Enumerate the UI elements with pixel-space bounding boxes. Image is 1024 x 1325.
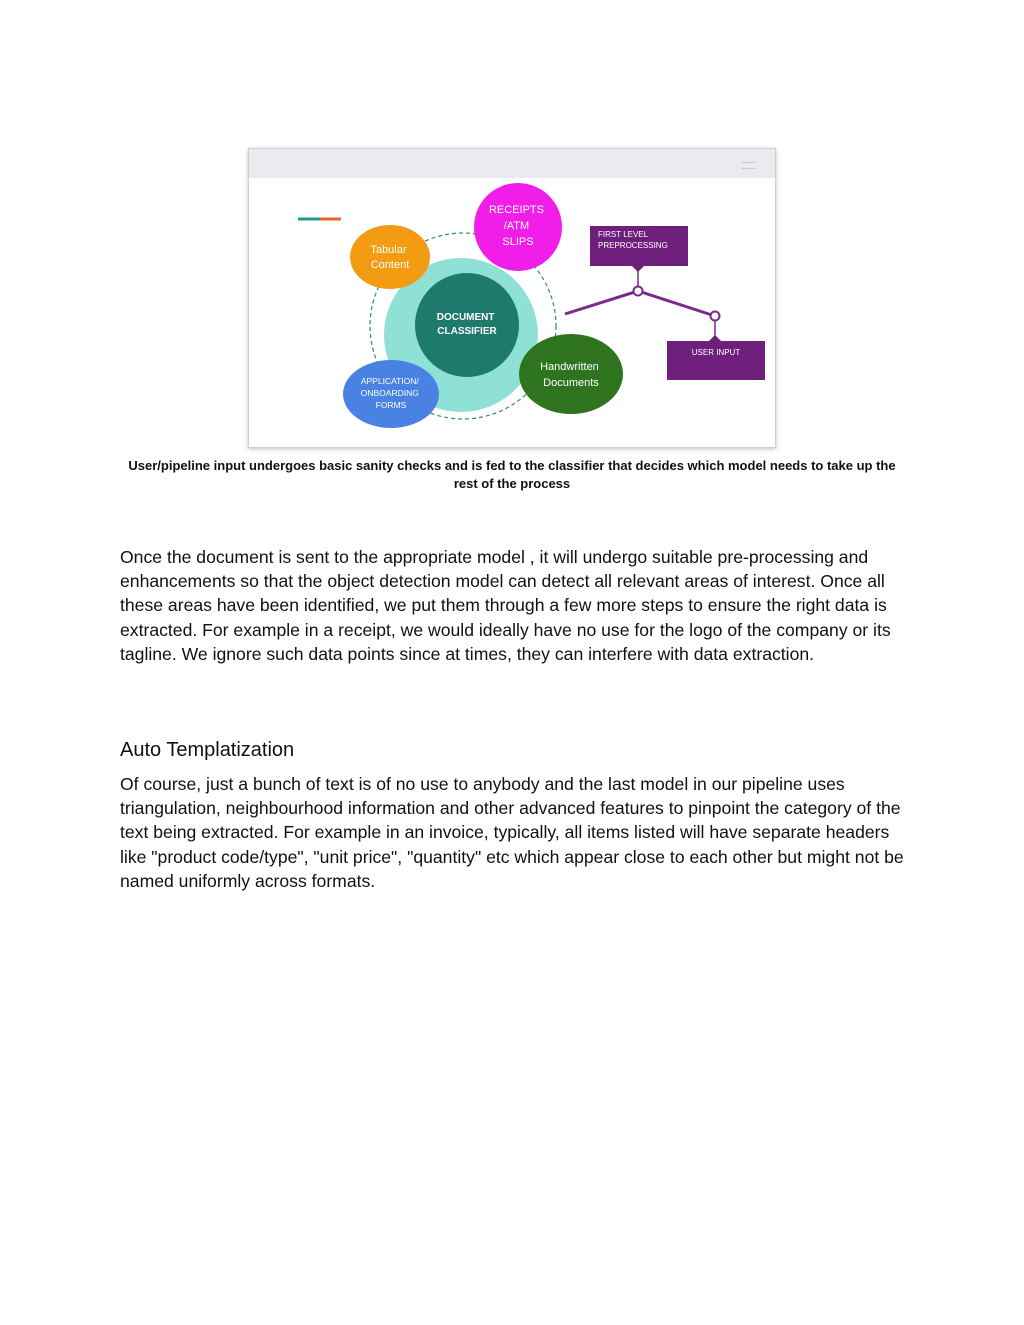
paragraph-1: Once the document is sent to the appropriate model , it will undergo suitable pre-processing and enhancements so that the object detection model can detect all relevant areas of interest. Once all these areas have been identified, we put them through a few more steps to ensure the right data is extracted. For example in a receipt, we would ideally have no use for the logo of the company or its tagline. We ignore such data points since at times, they can interfere with data extraction. (120, 547, 891, 664)
first-level-label-2: PREPROCESSING (598, 241, 668, 250)
connector-node-top (634, 287, 643, 296)
tabular-label-2: Content (370, 259, 410, 271)
handwritten-label-1: Handwritten (540, 361, 599, 373)
figure-caption: User/pipeline input undergoes basic sanity checks and is fed to the classifier that decides which model needs to take up the rest of the process (128, 458, 896, 491)
pipeline-diagram (249, 149, 775, 447)
receipts-label-3: SLIPS (502, 236, 534, 248)
handwritten-label-2: Documents (543, 377, 599, 389)
document-classifier-node (415, 273, 519, 377)
application-label-2: ONBOARDING (360, 388, 419, 398)
receipts-label-2: /ATM (503, 220, 530, 232)
user-input-callout-pointer (709, 335, 721, 341)
first-level-label-1: FIRST LEVEL (598, 230, 648, 239)
first-level-callout-pointer (632, 266, 644, 272)
application-label-1: APPLICATION/ (360, 376, 419, 386)
classifier-label-1: DOCUMENT (436, 312, 495, 323)
classifier-label-2: CLASSIFIER (437, 326, 497, 337)
paragraph-2: Of course, just a bunch of text is of no use to anybody and the last model in our pipeline uses triangulation, neighbourhood information and other advanced features to pinpoint the category of the text being extracted. For example in an invoice, typically, all items listed will have separate headers like "product code/type", "unit price", "quantity" etc which appear close to each other but might not be named uniformly across formats. (120, 774, 904, 891)
connector-node-right (711, 312, 720, 321)
svg-text:USER INPUT (692, 348, 741, 357)
receipts-label-1: RECEIPTS (488, 204, 544, 216)
pipeline-diagram-figure (248, 148, 776, 448)
section-heading: Auto Templatization (120, 739, 295, 761)
user-input-label: USER INPUT (691, 348, 741, 357)
tabular-content-node (350, 225, 430, 289)
tabular-label-1: Tabular (370, 244, 407, 256)
handwritten-documents-node (519, 334, 623, 414)
user-input-callout (667, 341, 765, 380)
application-label-3: FORMS (375, 400, 407, 410)
